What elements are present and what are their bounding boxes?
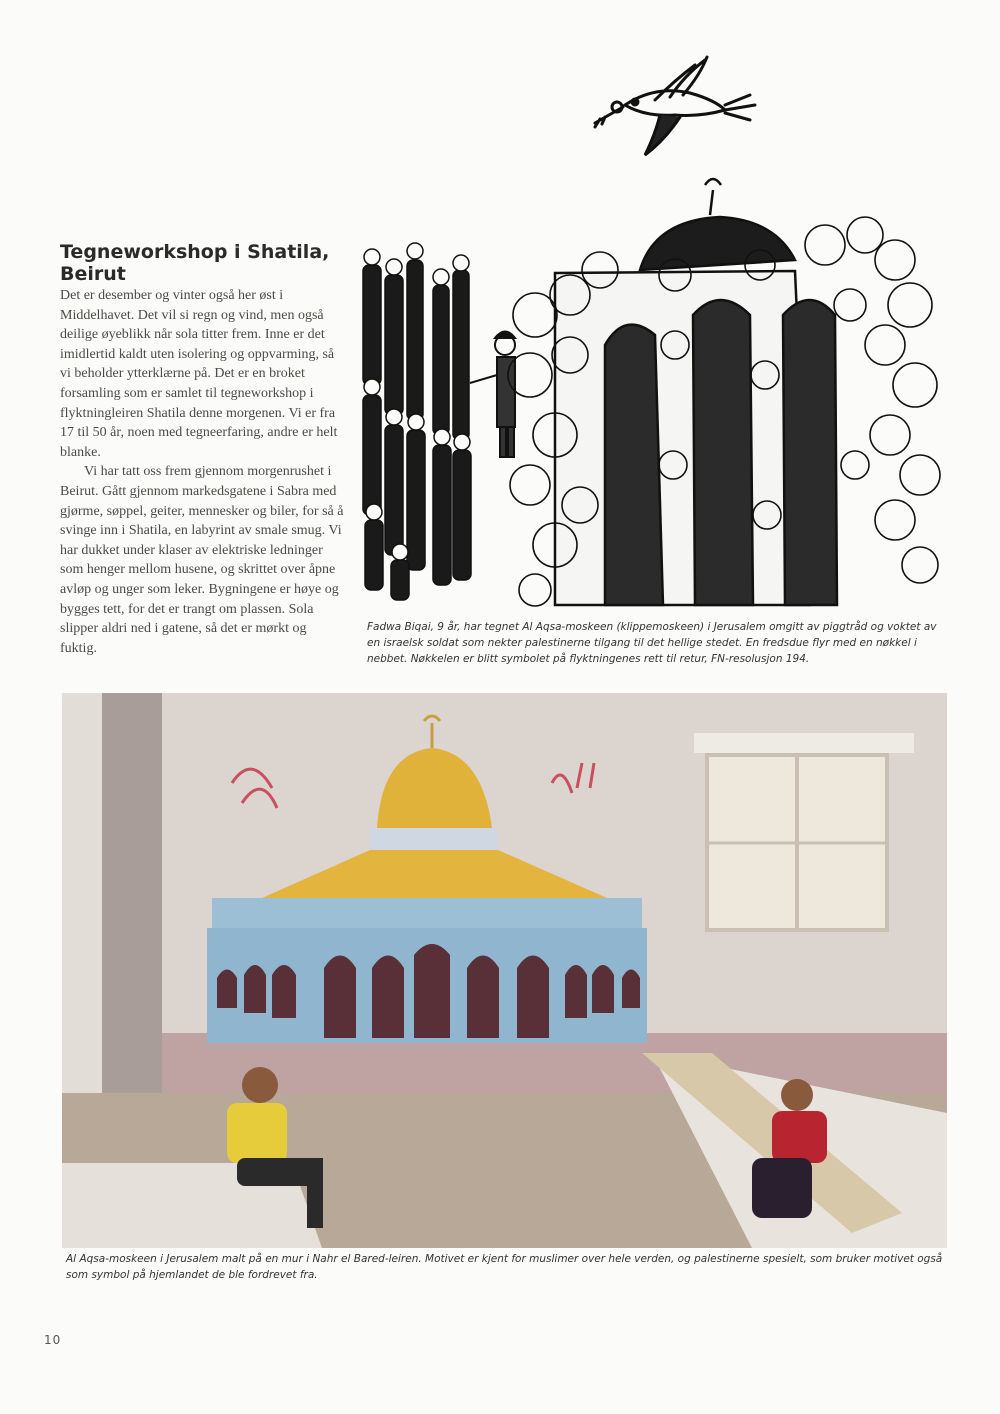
article-paragraph: Det er desember og vinter også her øst i Middelhavet. Det vil si regn og vind, men også deilige øyeblikk når sola titter frem. Inne er det imidlertid kaldt uten isolering og oppvarming, så vi beholder ytterklærne på. Det er en broket forsamling som er samlet til tegneworkshop i flyktningleiren Shatila denne morgenen. Vi er fra 17 til 50 år, noen med tegneerfaring, andre er helt blanke. <box>60 288 338 460</box>
drawing-caption: Fadwa Biqai, 9 år, har tegnet Al Aqsa-moskeen (klippemoskeen) i Jerusalem omgitt av piggtråd og voktet av en israelsk soldat som nekter palestinerne tilgang til det hellige stedet. En fredsdue flyr med en nøkkel i nebbet. Nøkkelen er blitt symbolet på flyktningenes rett til retur, FN-resolusjon 194. <box>367 621 937 665</box>
dove-with-key-illustration <box>595 57 755 155</box>
photo-caption: Al Aqsa-moskeen i Jerusalem malt på en mur i Nahr el Bared-leiren. Motivet er kjent for muslimer over hele verden, og palestinerne spesielt, som bruker motivet også som symbol på hjemlandet de ble fordrevet fra. <box>66 1253 943 1281</box>
mural-photo <box>62 693 947 1248</box>
soldier-illustration <box>470 332 515 458</box>
crowd-illustration <box>363 243 471 600</box>
article-paragraph: Vi har tatt oss frem gjennom morgenrushet i Beirut. Gått gjennom markedsgatene i Sabra med gjørme, søppel, geiter, mennesker og biler, for så å svinge inn i Shatila, en labyrint av smale smug. Vi har dukket under klaser av elektriske ledninger som henger mellom husene, og skrittet over åpne avløp og unger som leker. Bygningene er høye og bygges tett, for det er trangt om plassen. Sola slipper aldri ned i gatene, så det er mørkt og fuktig. <box>60 464 344 656</box>
mural-photo-image <box>62 693 947 1248</box>
article-heading: Tegneworkshop i Shatila, Beirut <box>60 241 330 285</box>
page-number: 10 <box>44 1333 62 1347</box>
mosque-drawing <box>555 179 837 605</box>
article-body <box>60 286 344 658</box>
child-drawing <box>355 45 950 610</box>
